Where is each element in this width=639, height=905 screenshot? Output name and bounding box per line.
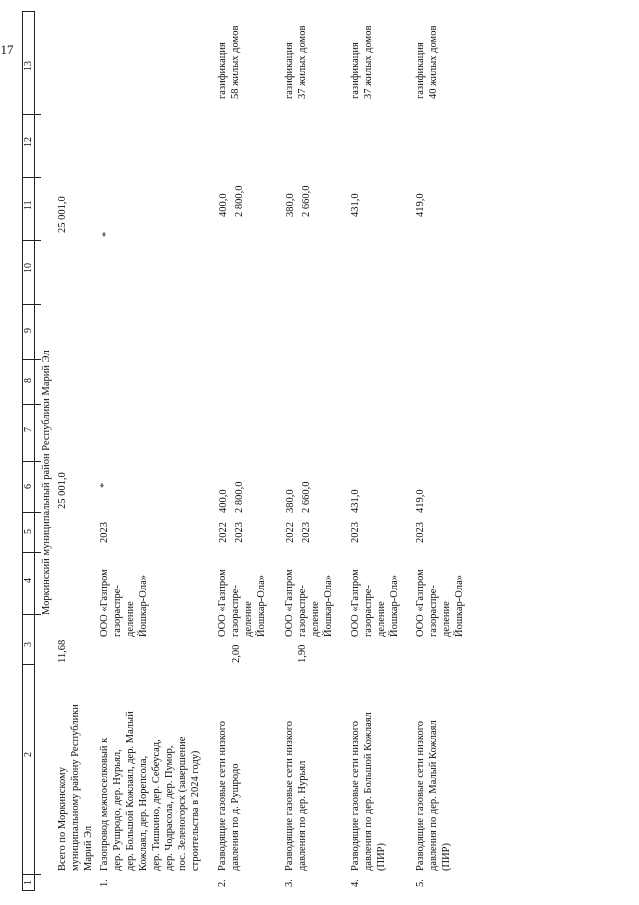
row4-org: ООО «Газпром газораспре- деление Йошкар-Ола» [350,569,400,637]
row1-years: 2023 [99,522,110,543]
row5-result: газификация 40 жилых домов [415,25,439,99]
col-header-12: 12 [23,137,34,147]
row1-name: Газопровод межпоселковый к дер. Рушродо, дер. Нурьял, дер. Большой Кожлаял, дер. Малый Кожлаял, дер. Норепсола, дер. Тишкино, дер. Себеусад, дер. Чодрасола, дер. Пумор, пос. Зеленогорск (завершение строительства в 2024 году) [99,711,201,871]
header-bottom-rule [34,11,35,891]
row4-years: 2023 [350,522,361,543]
row2-length: 2,00 [231,644,242,663]
row3-total: 380,0 2 660,0 [285,481,312,513]
col-header-4: 4 [23,578,34,583]
row1-star-col10: * [101,231,112,237]
col-header-6: 6 [23,484,34,489]
row5-years: 2023 [415,522,426,543]
col-header-11: 11 [23,200,34,210]
col-tick [34,114,41,115]
row-total-length: 11,68 [57,639,68,663]
row1-num: 1. [99,879,110,887]
row2-result: газификация 58 жилых домов [217,25,241,99]
row1-star-total: * [99,482,110,488]
row2-years: 2022 2023 [218,522,245,543]
row2-col11: 400,0 2 800,0 [218,185,245,217]
row4-name: Разводящие газовые сети низкого давления по дер. Большой Кожлаял (ПИР) [350,712,387,871]
col-sep [22,11,35,12]
page-number: 17 [0,42,14,57]
row5-total: 419,0 [415,489,426,513]
col-header-13: 13 [23,61,34,71]
row3-years: 2022 2023 [285,522,312,543]
row3-length: 1,90 [297,644,308,663]
col-sep [22,664,35,665]
row2-num: 2. [217,879,228,887]
col-header-2: 2 [23,752,34,757]
row-total-amount: 25 001,0 [57,472,68,509]
district-title: Моркинский муниципальный район Республики Марий Эл [41,350,52,615]
col-sep [22,890,35,891]
row3-result: газификация 37 жилых домов [284,25,308,99]
row3-name: Разводящие газовые сети низкого давления по дер. Нурьял [284,720,308,871]
row4-result: газификация 37 жилых домов [350,25,374,99]
row-total-col11: 25 001,0 [57,196,68,233]
row5-num: 5. [415,879,426,887]
col-header-8: 8 [23,378,34,383]
row3-num: 3. [284,879,295,887]
col-tick [34,240,41,241]
row-total-name: Всего по Моркинскому муниципальному району Республики Марий Эл [57,704,94,871]
col-tick [34,177,41,178]
col-header-10: 10 [23,263,34,273]
col-header-5: 5 [23,529,34,534]
row5-name: Разводящие газовые сети низкого давления по дер. Малый Кожлаял (ПИР) [415,720,452,871]
col-tick [34,304,41,305]
col-header-9: 9 [23,328,34,333]
row3-org: ООО «Газпром газораспре- деление Йошкар-Ола» [284,569,334,637]
row4-num: 4. [350,879,361,887]
row2-name: Разводящие газовые сети низкого давления по д. Рушродо [217,720,241,871]
row5-org: ООО «Газпром газораспре- деление Йошкар-Ола» [415,569,465,637]
col-header-3: 3 [23,642,34,647]
row4-total: 431,0 [350,489,361,513]
row2-org: ООО «Газпром газораспре- деление Йошкар-Ола» [217,569,267,637]
row3-col11: 380,0 2 660,0 [285,185,312,217]
col-tick [34,874,41,875]
row2-total: 400,0 2 800,0 [218,481,245,513]
col-header-1: 1 [23,880,34,885]
row1-org: ООО «Газпром газораспре- деление Йошкар-Ола» [99,569,149,637]
row5-col11: 419,0 [415,193,426,217]
col-header-7: 7 [23,427,34,432]
row4-col11: 431,0 [350,193,361,217]
